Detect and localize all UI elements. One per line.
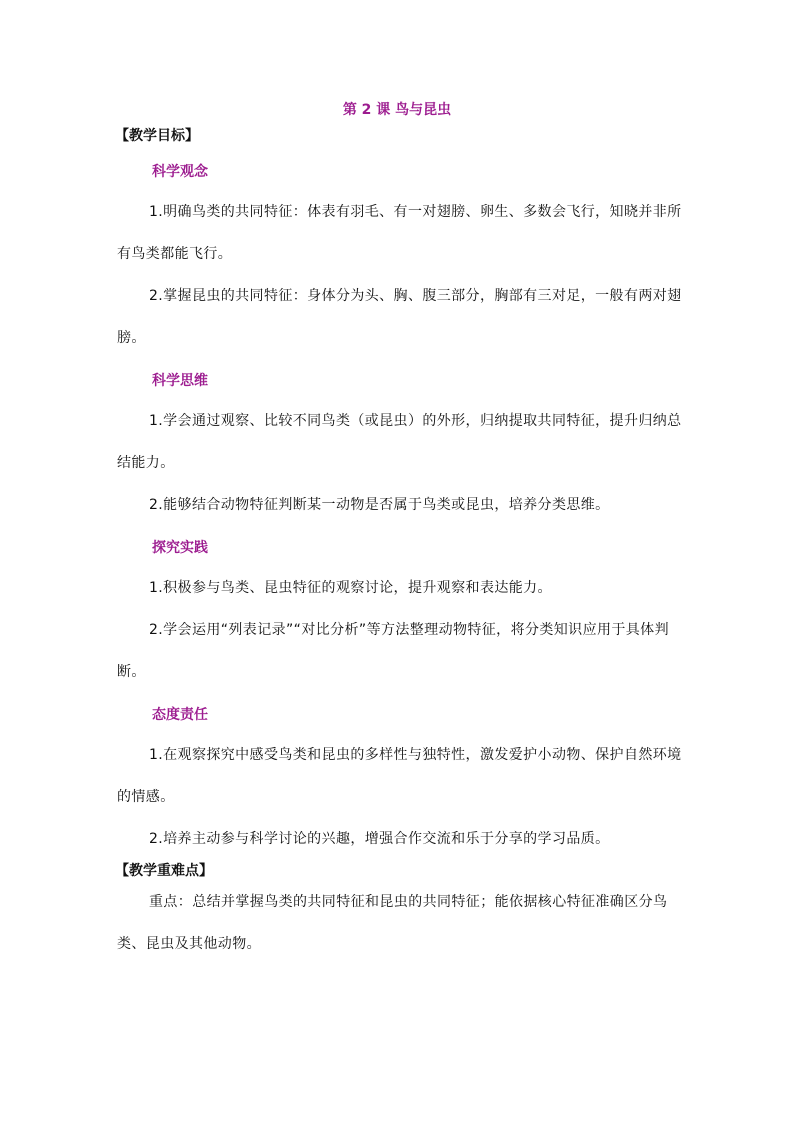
lesson-title: 第 2 课 鸟与昆虫 [342,102,452,118]
concept-item-1: 1.明确鸟类的共同特征：体表有羽毛、有一对翅膀、卵生、多数会飞行，知晓并非所有鸟类都能飞行。 [117,204,682,262]
thinking-item-1: 1.学会通过观察、比较不同鸟类（或昆虫）的外形，归纳提取共同特征，提升归纳总结能力。 [117,413,682,471]
practice-item-2: 2.学会运用“列表记录”“对比分析”等方法整理动物特征，将分类知识应用于具体判断。 [117,622,669,680]
concept-heading: 科学观念 [152,164,208,180]
attitude-item-2: 2.培养主动参与科学讨论的兴趣，增强合作交流和乐于分享的学习品质。 [149,831,610,847]
practice-item-1: 1.积极参与鸟类、昆虫特征的观察讨论，提升观察和表达能力。 [149,580,552,596]
practice-heading: 探究实践 [152,540,208,556]
attitude-item-1: 1.在观察探究中感受鸟类和昆虫的多样性与独特性，激发爱护小动物、保护自然环境的情感。 [117,747,682,805]
keypoints-focus: 重点：总结并掌握鸟类的共同特征和昆虫的共同特征；能依据核心特征准确区分鸟类、昆虫及其他动物。 [117,894,668,952]
goals-heading: 【教学目标】 [115,128,199,144]
thinking-heading: 科学思维 [152,373,208,389]
keypoints-heading: 【教学重难点】 [115,863,213,879]
concept-item-2: 2.掌握昆虫的共同特征：身体分为头、胸、腹三部分，胸部有三对足，一般有两对翅膀。 [117,288,682,346]
thinking-item-2: 2.能够结合动物特征判断某一动物是否属于鸟类或昆虫，培养分类思维。 [149,497,610,513]
attitude-heading: 态度责任 [152,707,208,723]
